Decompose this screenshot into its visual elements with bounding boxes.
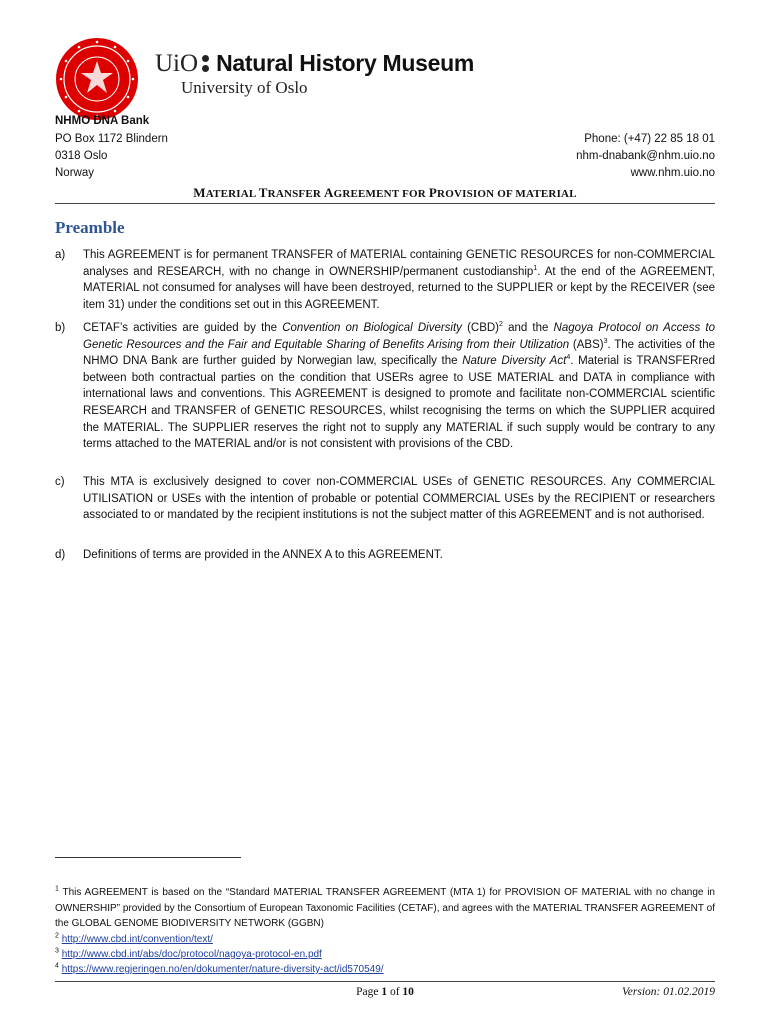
university-name: University of Oslo <box>181 78 308 97</box>
museum-name: Natural History Museum <box>216 50 475 76</box>
uio-colon-mark <box>202 53 210 73</box>
item-text: CETAF’s activities are guided by the Convention on Biological Diversity (CBD)$^2$ and the Nagoya Protocol on Access to Genetic Resources and the Fair and Equitable Sharing of Benefits Arising from their Utilization (ABS)$^3$. The activities of the NHMO DNA Bank are further guided by Norwegian law, specifically the Nature Diversity Act$^4$. Material is TRANSFERred between both contractual parties on the condition that USERs agree to USE MATERIAL and DATA in compliance with international laws and conventions. This AGREEMENT is designed to promote and facilitate non-COMMERCIAL scientific RESEARCH and TRANSFER of GENETIC RESOURCES, whilst recognising the terms on which the SUPPLIER acquired the MATERIAL. The SUPPLIER reserves the right not to supply any MATERIAL if such supply would be contrary to any terms attached to the MATERIAL and/or is not consistent with provisions of the CBD. <box>83 321 715 451</box>
phone-number: Phone: (+47) 22 85 18 01 <box>584 133 715 145</box>
footnote-divider <box>55 857 241 858</box>
footnote-3: $^3$ http://www.cbd.int/abs/doc/protocol/nagoya-protocol-en.pdf <box>55 947 322 960</box>
title-divider <box>55 203 715 204</box>
org-name: NHMO DNA Bank <box>55 115 150 127</box>
footnote-link-nagoya-protocol[interactable]: http://www.cbd.int/abs/doc/protocol/nagoya-protocol-en.pdf <box>61 949 322 960</box>
version-label: Version: 01.02.2019 <box>622 986 715 998</box>
item-label: b) <box>55 322 66 334</box>
item-text: This MTA is exclusively designed to cover non-COMMERCIAL USEs of GENETIC RESOURCES. Any COMMERCIAL UTILISATION or USEs with the intention of probable or potential COMMERCIAL USEs by the RECIPIENT or researchers associated to or mandated by the recipient institutions is not the subject matter of this AGREEMENT and is not authorised. <box>83 476 715 522</box>
item-label: d) <box>55 549 66 561</box>
footnote-link-cbd-convention[interactable]: http://www.cbd.int/convention/text/ <box>61 934 213 945</box>
agreement-title: MATERIAL TRANSFER AGREEMENT FOR PROVISION OF MATERIAL <box>193 185 577 200</box>
address-line-3: Norway <box>55 167 94 179</box>
item-text: This AGREEMENT is for permanent TRANSFER of MATERIAL containing GENETIC RESOURCES for non-COMMERCIAL analyses and RESEARCH, with no change in OWNERSHIP/permanent custodianship$^1$. At the end of the AGREEMENT, MATERIAL not consumed for analyses will have been destroyed, returned to the SUPPLIER or kept by the RECEIVER (see item 31) under the conditions set out in this AGREEMENT. <box>83 249 715 311</box>
footnote-1: $^1$ This AGREEMENT is based on the “Standard MATERIAL TRANSFER AGREEMENT (MTA 1) for PROVISION OF MATERIAL with no change in OWNERSHIP” provided by the Consortium of European Taxonomic Facilities (CETAF), and agrees with the MATERIAL TRANSFER AGREEMENT of the GLOBAL GENOME BIODIVERSITY NETWORK (GGBN) <box>55 885 715 930</box>
item-text: Definitions of terms are provided in the ANNEX A to this AGREEMENT. <box>83 549 443 561</box>
uio-seal-logo <box>55 37 139 121</box>
footnote-link-nature-diversity-act[interactable]: https://www.regjeringen.no/en/dokumenter/nature-diversity-act/id570549/ <box>61 964 384 975</box>
email-address: nhm-dnabank@nhm.uio.no <box>576 150 715 162</box>
address-line-1: PO Box 1172 Blindern <box>55 133 168 145</box>
page-number: Page 1 of 10 <box>356 986 414 998</box>
section-heading: Preamble <box>55 218 125 237</box>
item-label: c) <box>55 476 65 488</box>
brand-title <box>155 50 474 78</box>
address-line-2: 0318 Oslo <box>55 150 108 162</box>
preamble-item-b <box>55 320 715 453</box>
item-label: a) <box>55 249 66 261</box>
uio-wordmark: UiO <box>155 50 199 77</box>
preamble-item-a <box>55 247 715 313</box>
footnote-2: $^2$ http://www.cbd.int/convention/text/ <box>55 932 213 945</box>
footnote-4: $^4$ https://www.regjeringen.no/en/dokumenter/nature-diversity-act/id570549/ <box>55 962 384 975</box>
preamble-item-c <box>55 474 715 524</box>
website-address: www.nhm.uio.no <box>630 167 715 179</box>
footer-divider <box>55 981 715 982</box>
preamble-item-d <box>55 547 715 564</box>
